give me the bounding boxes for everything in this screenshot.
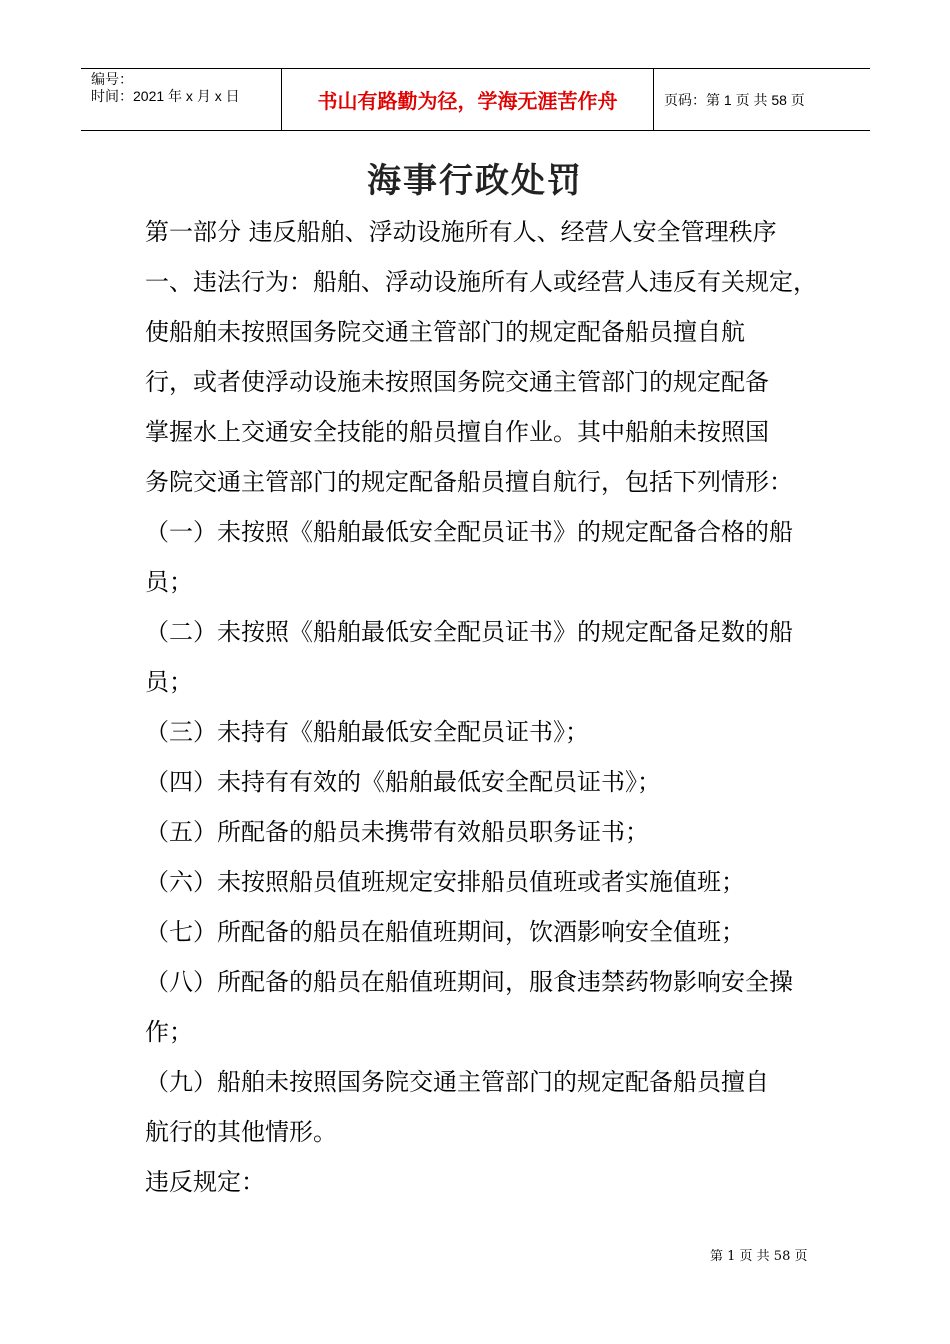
document-number: 编号： (91, 71, 133, 87)
body-line: （一）未按照《船舶最低安全配员证书》的规定配备合格的船 (145, 518, 793, 546)
footer-page-number: 第 1 页 共 58 页 (710, 1249, 808, 1264)
body-line: （六）未按照船员值班规定安排船员值班或者实施值班； (145, 868, 745, 896)
header-table (81, 68, 870, 131)
body-line: （二）未按照《船舶最低安全配员证书》的规定配备足数的船 (145, 618, 793, 646)
body-line: 行，或者使浮动设施未按照国务院交通主管部门的规定配备 (145, 368, 769, 396)
document-title: 海事行政处罚 (367, 161, 583, 201)
document-date: 时间：2021 年 x 月 x 日 (91, 88, 240, 104)
body-line: 掌握水上交通安全技能的船员擅自作业。其中船舶未按照国 (145, 418, 769, 446)
body-line: （四）未持有有效的《船舶最低安全配员证书》； (145, 768, 661, 796)
body-line: 违反规定： (145, 1168, 265, 1196)
header-meta (81, 69, 281, 130)
body-line: 第一部分 违反船舶、浮动设施所有人、经营人安全管理秩序 (145, 218, 777, 246)
body-line: 务院交通主管部门的规定配备船员擅自航行，包括下列情形： (145, 468, 793, 496)
body-line: （七）所配备的船员在船值班期间，饮酒影响安全值班； (145, 918, 745, 946)
body-line: （三）未持有《船舶最低安全配员证书》； (145, 718, 589, 746)
body-line: 使船舶未按照国务院交通主管部门的规定配备船员擅自航 (145, 318, 745, 346)
body-line: （八）所配备的船员在船值班期间，服食违禁药物影响安全操 (145, 968, 793, 996)
header-page-number: 页码：第 1 页 共 58 页 (664, 91, 805, 108)
document-body (145, 207, 820, 1207)
body-line: 员； (145, 568, 193, 596)
body-line: 作； (145, 1018, 193, 1046)
body-line: 员； (145, 668, 193, 696)
body-line: （五）所配备的船员未携带有效船员职务证书； (145, 818, 649, 846)
body-line: 一、违法行为：船舶、浮动设施所有人或经营人违反有关规定， (145, 268, 817, 296)
body-line: 航行的其他情形。 (145, 1118, 337, 1146)
body-line: （九）船舶未按照国务院交通主管部门的规定配备船员擅自 (145, 1068, 769, 1096)
header-motto: 书山有路勤为径，学海无涯苦作舟 (281, 69, 654, 130)
